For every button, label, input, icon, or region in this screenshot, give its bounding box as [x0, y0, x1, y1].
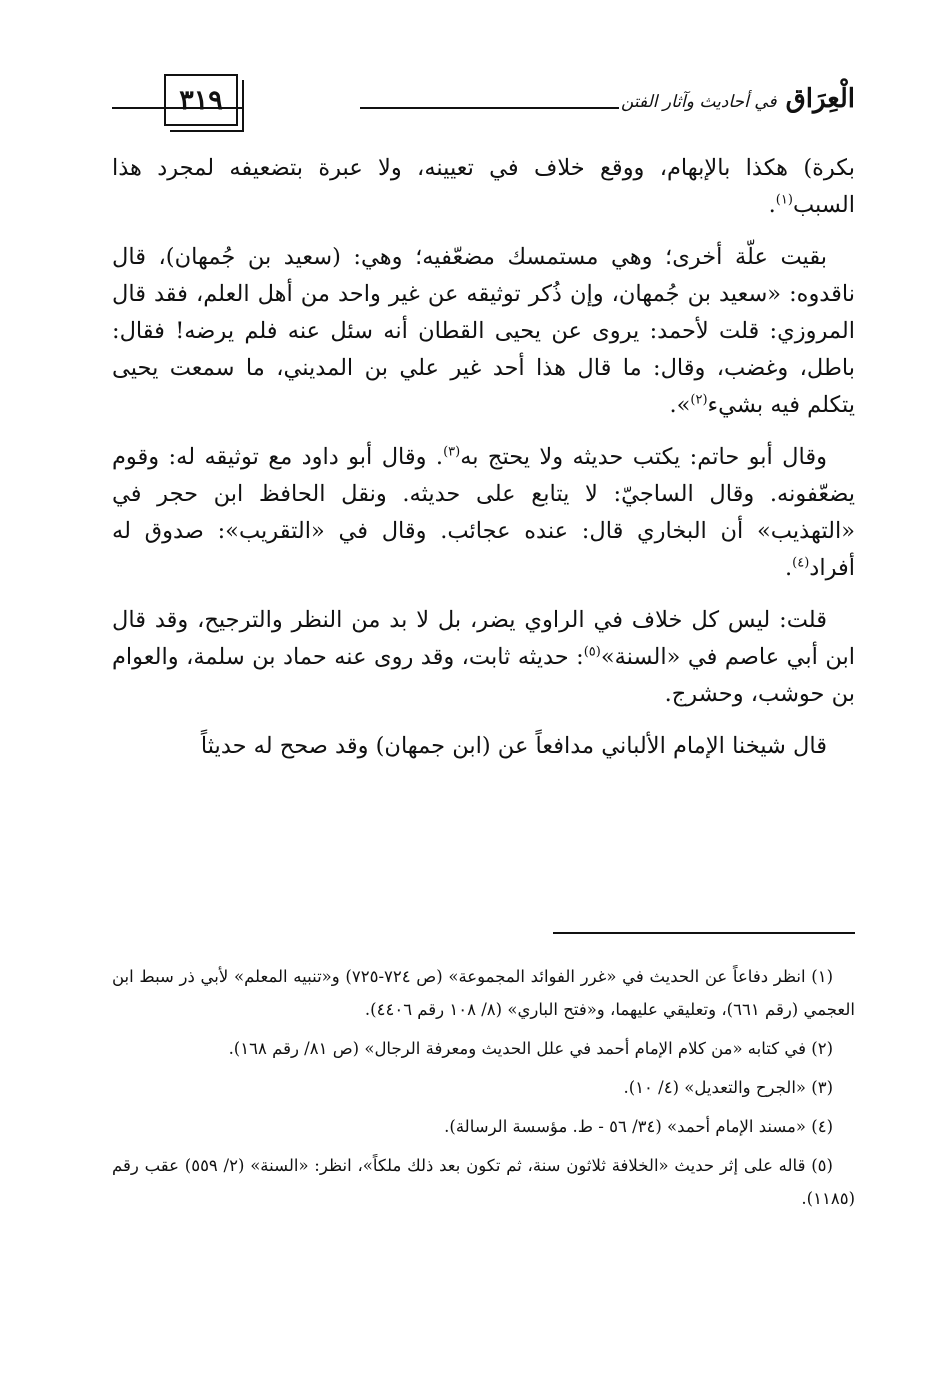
footnote-1: (١) انظر دفاعاً عن الحديث في «غرر الفوائد المجموعة» (ص ٧٢٤-٧٢٥) و«تنبيه المعلم» لأبي ذر سبط ابن العجمي (رقم ٦٦١)، وتعليقي عليهما، و«فتح الباري» (٨/ ١٠٨ رقم ٤٤٠٦).: [112, 967, 855, 1019]
paragraph-1: [112, 150, 855, 224]
paragraph-1-end: .: [768, 192, 776, 218]
paragraph-1-text: بكرة) هكذا بالإبهام، ووقع خلاف في تعيينه، ولا عبرة بتضعيفه لمجرد هذا السبب: [112, 155, 855, 218]
paragraph-3-text-b: وقال أبو داود مع توثيقه له: وقوم يضعّفونه. وقال الساجيّ: لا يتابع على حديثه. ونقل الحافظ ابن حجر في «التهذيب» أن البخاري قال: عنده عجائب. وقال في «التقريب»: صدوق له أفراد: [112, 444, 855, 581]
header-rule-right: [360, 107, 619, 109]
running-title-sub: في أحاديث وآثار الفتن: [620, 92, 777, 112]
paragraph-5-text: قال شيخنا الإمام الألباني مدافعاً عن (ابن جمهان) وقد صحح له حديثاً: [200, 733, 827, 759]
paragraph-4: [112, 602, 855, 713]
footnote-ref-3: (٣): [443, 444, 461, 460]
paragraph-2: [112, 239, 855, 424]
paragraph-3-end: .: [785, 555, 793, 581]
footnote-ref-5: (٥): [583, 644, 601, 660]
paragraph-4-text-b: : حديثه ثابت، وقد روى عنه حماد بن سلمة، والعوام بن حوشب، وحشرج.: [112, 644, 855, 707]
footnote-ref-1: (١): [775, 192, 793, 208]
footnote-separator: [553, 932, 855, 934]
page-number-box: [164, 74, 238, 126]
paragraph-3-text-a: وقال أبو حاتم: يكتب حديثه ولا يحتج به: [460, 444, 827, 470]
paragraph-3-mid: .: [426, 444, 444, 470]
paragraph-2-text: بقيت علّة أخرى؛ وهي مستمسك مضعّفيه؛ وهي: (سعيد بن جُمهان)، قال ناقدوه: «سعيد بن جُمهان، وإن ذُكر توثيقه عن غير واحد من أهل العلم، فقد قال المروزي: قلت لأحمد: يروى عن يحيى القطان أنه سئل عنه فلم يرضه! فقال: باطل، وغضب، وقال: ما قال هذا أحد غير علي بن المديني، ما سمعت يحيى يتكلم فيه بشيء: [112, 244, 855, 418]
main-text: [112, 150, 855, 780]
page-number: ٣١٩: [179, 85, 223, 116]
footnote-4: (٤) «مسند الإمام أحمد» (٣٤/ ٥٦ - ط. مؤسسة الرسالة).: [444, 1117, 833, 1136]
footnote-5: (٥) قاله على إثر حديث «الخلافة ثلاثون سنة، ثم تكون بعد ذلك ملكاً»، انظر: «السنة» (٢/ ٥٥٩) عقب رقم (١١٨٥).: [112, 1156, 855, 1208]
paragraph-5: [112, 728, 855, 765]
running-title: [621, 84, 855, 114]
paragraph-3: [112, 439, 855, 587]
paragraph-4-text-a: قلت: ليس كل خلاف في الراوي يضر، بل لا بد من النظر والترجيح، وقد قال ابن أبي عاصم في «السنة»: [112, 607, 855, 670]
paragraph-2-end: ».: [669, 392, 691, 418]
footnote-ref-4: (٤): [792, 555, 810, 571]
footnote-3: (٣) «الجرح والتعديل» (٤/ ١٠).: [623, 1078, 833, 1097]
page-header: [112, 74, 855, 134]
footnote-ref-2: (٢): [690, 392, 708, 408]
footnotes: [112, 960, 855, 1221]
footnote-2: (٢) في كتابه «من كلام الإمام أحمد في علل الحديث ومعرفة الرجال» (ص ٨١/ رقم ١٦٨).: [228, 1039, 833, 1058]
running-title-main: الْعِرَاق: [785, 84, 855, 114]
